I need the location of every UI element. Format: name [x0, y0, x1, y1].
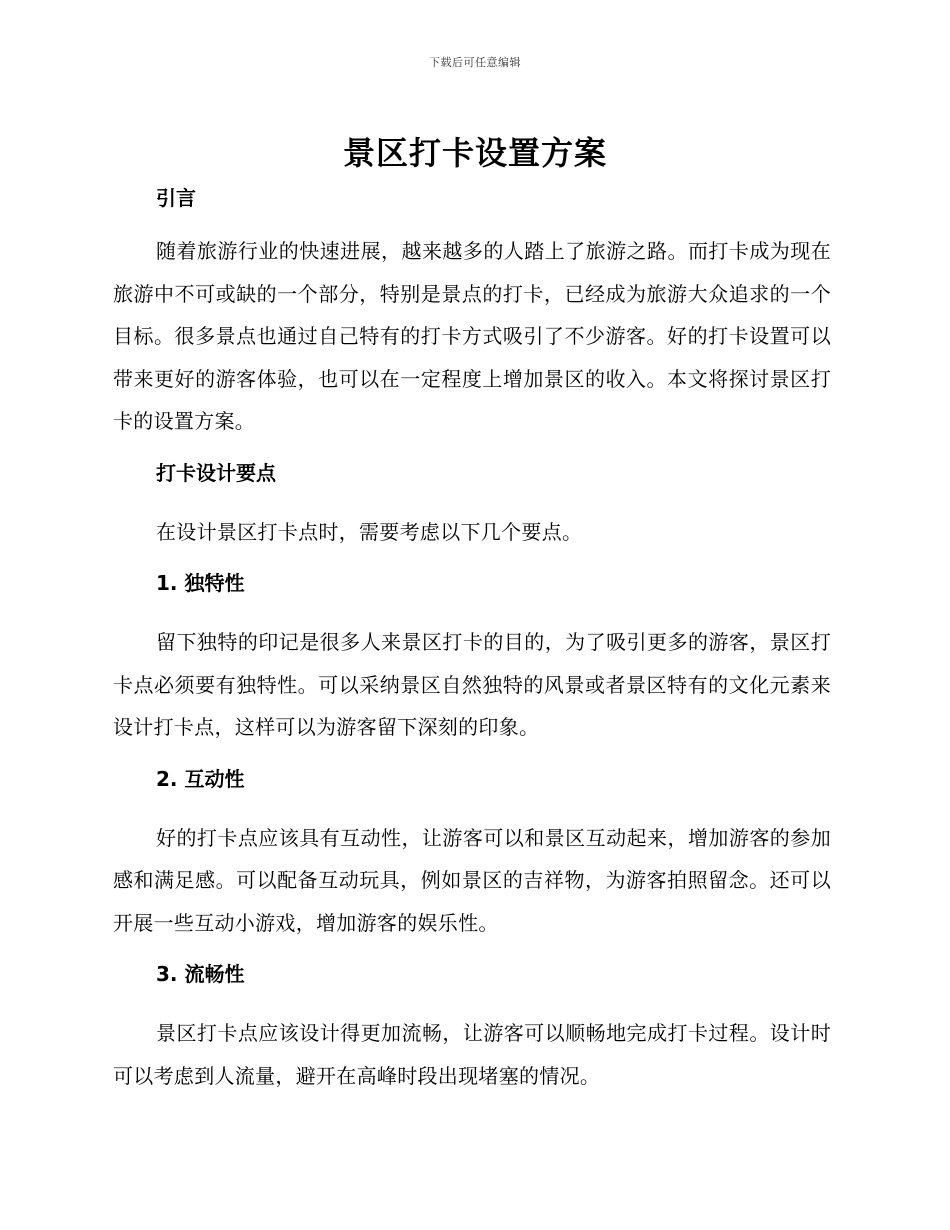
- section-paragraph-design-points: 在设计景区打卡点时，需要考虑以下几个要点。: [156, 519, 583, 544]
- section-paragraph-intro: 随着旅游行业的快速进展，越来越多的人踏上了旅游之路。而打卡成为现在旅游中不可或缺的一个部分，特别是景点的打卡，已经成为旅游大众追求的一个目标。很多景点也通过自己特有的打卡方式吸引了不少游客。好的打卡设置可以带来更好的游客体验，也可以在一定程度上增加景区的收入。本文将探讨景区打卡的设置方案。: [113, 239, 831, 433]
- section-heading-uniqueness: 1. 独特性: [156, 571, 245, 595]
- section-heading-interactivity: 2. 互动性: [156, 766, 245, 791]
- section-heading-fluency: 3. 流畅性: [156, 962, 245, 986]
- header-note: 下载后可任意编辑: [429, 56, 521, 69]
- section-heading-intro: 引言: [156, 186, 196, 210]
- document-body: [113, 180, 831, 1097]
- section-paragraph-uniqueness: 留下独特的印记是很多人来景区打卡的目的，为了吸引更多的游客，景区打卡点必须要有独特性。可以采纳景区自然独特的风景或者景区特有的文化元素来设计打卡点，这样可以为游客留下深刻的印象。: [113, 630, 831, 739]
- section-paragraph-interactivity: 好的打卡点应该具有互动性，让游客可以和景区互动起来，增加游客的参加感和满足感。可以配备互动玩具，例如景区的吉祥物，为游客拍照留念。还可以开展一些互动小游戏，增加游客的娱乐性。: [113, 825, 831, 935]
- document-title: 景区打卡设置方案: [342, 134, 607, 172]
- section-paragraph-fluency: 景区打卡点应该设计得更加流畅，让游客可以顺畅地完成打卡过程。设计时可以考虑到人流量，避开在高峰时段出现堵塞的情况。: [113, 1021, 831, 1088]
- section-heading-design-points: 打卡设计要点: [156, 460, 276, 485]
